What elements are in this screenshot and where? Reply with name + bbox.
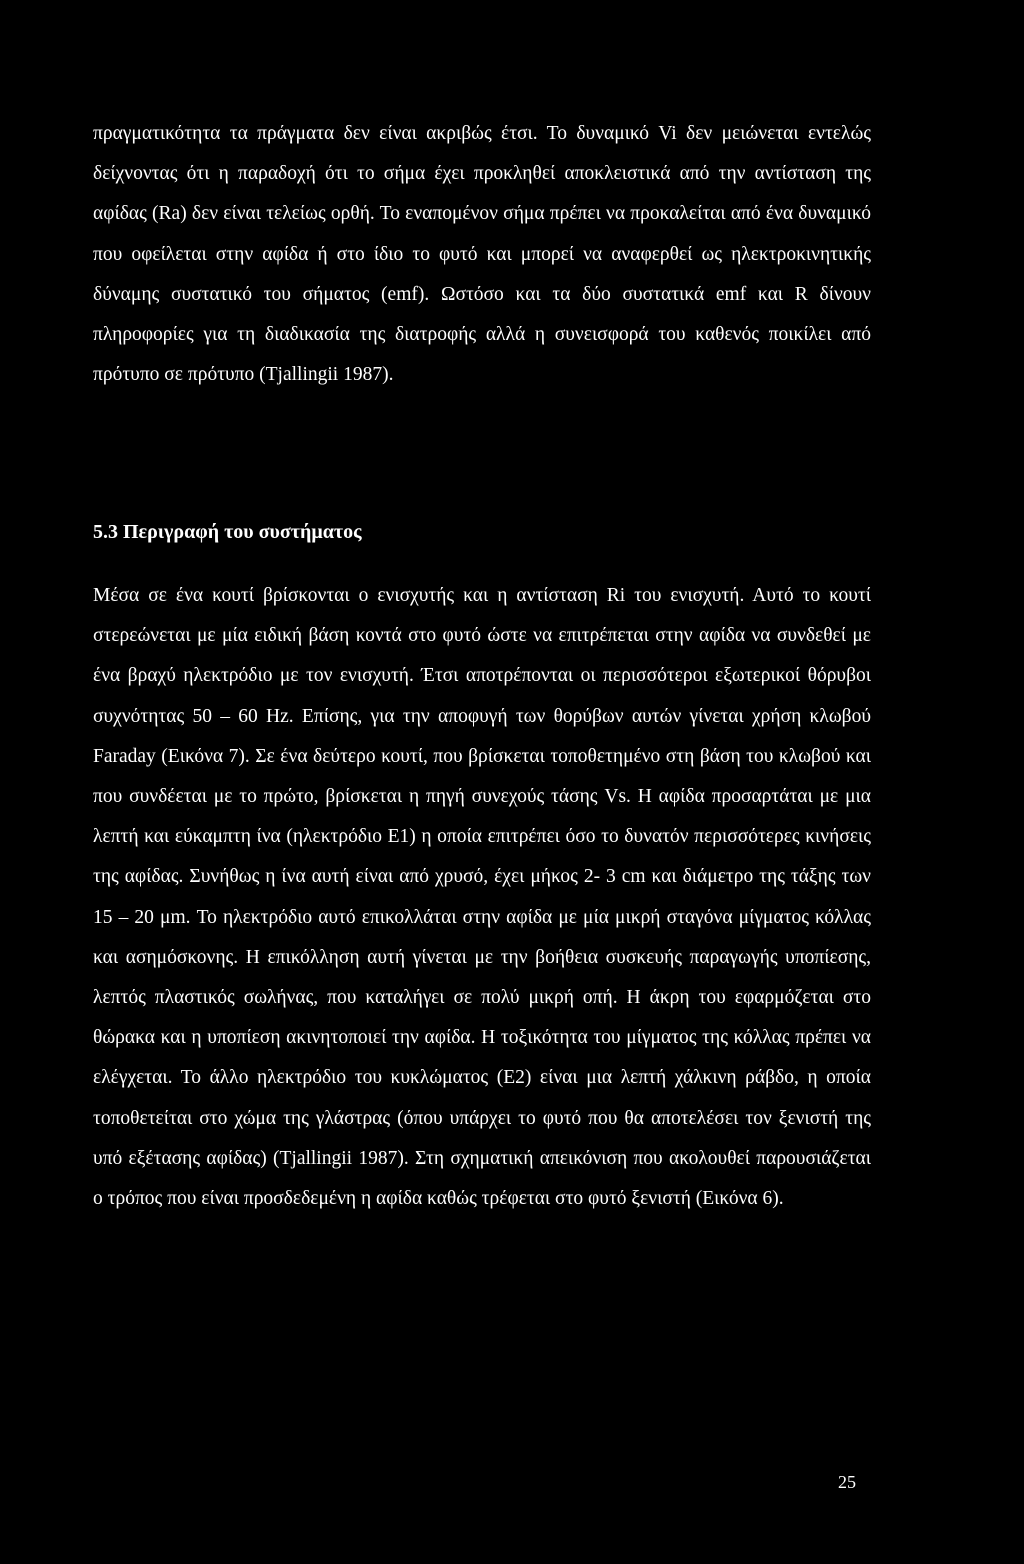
page-number: 25 xyxy=(838,1472,856,1492)
body-paragraph-2: Μέσα σε ένα κουτί βρίσκονται ο ενισχυτής και η αντίσταση Ri του ενισχυτή. Αυτό το κουτί στερεώνεται με μία ειδική βάση κοντά στο φυτό ώστε να επιτρέπεται στην αφίδα να συνδεθεί με ένα βραχύ ηλεκτρόδιο με τον ενισχυτή. Έτσι αποτρέπονται οι περισσότεροι εξωτερικοί θόρυβοι συχνότητας 50 – 60 Hz. Επίσης, για την αποφυγή των θορύβων αυτών γίνεται χρήση κλωβού Faraday (Εικόνα 7). Σε ένα δεύτερο κουτί, που βρίσκεται τοποθετημένο στη βάση του κλωβού και που συνδέεται με το πρώτο, βρίσκεται η πηγή συνεχούς τάσης Vs. Η αφίδα προσαρτάται με μια λεπτή και εύκαμπτη ίνα (ηλεκτρόδιο E1) η οποία επιτρέπει όσο το δυνατόν περισσότερες κινήσεις της αφίδας. Συνήθως η ίνα αυτή είναι από χρυσό, έχει μήκος 2- 3 cm και διάμετρο της τάξης των 15 – 20 μm. Το ηλεκτρόδιο αυτό επικολλάται στην αφίδα με μία μικρή σταγόνα μίγματος κόλλας και ασημόσκονης. Η επικόλληση αυτή γίνεται με την βοήθεια συσκευής παραγωγής υποπίεσης, λεπτός πλαστικός σωλήνας, που καταλήγει σε πολύ μικρή οπή. Η άκρη του εφαρμόζεται στο θώρακα και η υποπίεση ακινητοποιεί την αφίδα. Η τοξικότητα του μίγματος της κόλλας πρέπει να ελέγχεται. Το άλλο ηλεκτρόδιο του κυκλώματος (E2) είναι μια λεπτή χάλκινη ράβδο, η οποία τοποθετείται στο χώμα της γλάστρας (όπου υπάρχει το φυτό που θα αποτελέσει τον ξενιστή της υπό εξέτασης αφίδας) (Tjallingii 1987). Στη σχηματική απεικόνιση που ακολουθεί παρουσιάζεται ο τρόπος που είναι προσδεδεμένη η αφίδα καθώς τρέφεται στο φυτό ξενιστή (Εικόνα 6). xyxy=(93,585,871,1210)
body-paragraph-1: πραγματικότητα τα πράγματα δεν είναι ακριβώς έτσι. Το δυναμικό Vi δεν μειώνεται εντελώς δείχνοντας ότι η παραδοχή ότι το σήμα έχει προκληθεί αποκλειστικά από την αντίσταση της αφίδας (Ra) δεν είναι τελείως ορθή. Το εναπομένον σήμα πρέπει να προκαλείται από ένα δυναμικό που οφείλεται στην αφίδα ή στο ίδιο το φυτό και μπορεί να αναφερθεί ως ηλεκτροκινητικής δύναμης συστατικό του σήματος (emf). Ωστόσο και τα δύο συστατικά emf και R δίνουν πληροφορίες για τη διαδικασία της διατροφής αλλά η συνεισφορά του καθενός ποικίλει από πρότυπο σε πρότυπο (Tjallingii 1987). xyxy=(93,123,871,386)
section-heading: 5.3 Περιγραφή του συστήματος xyxy=(93,521,362,543)
